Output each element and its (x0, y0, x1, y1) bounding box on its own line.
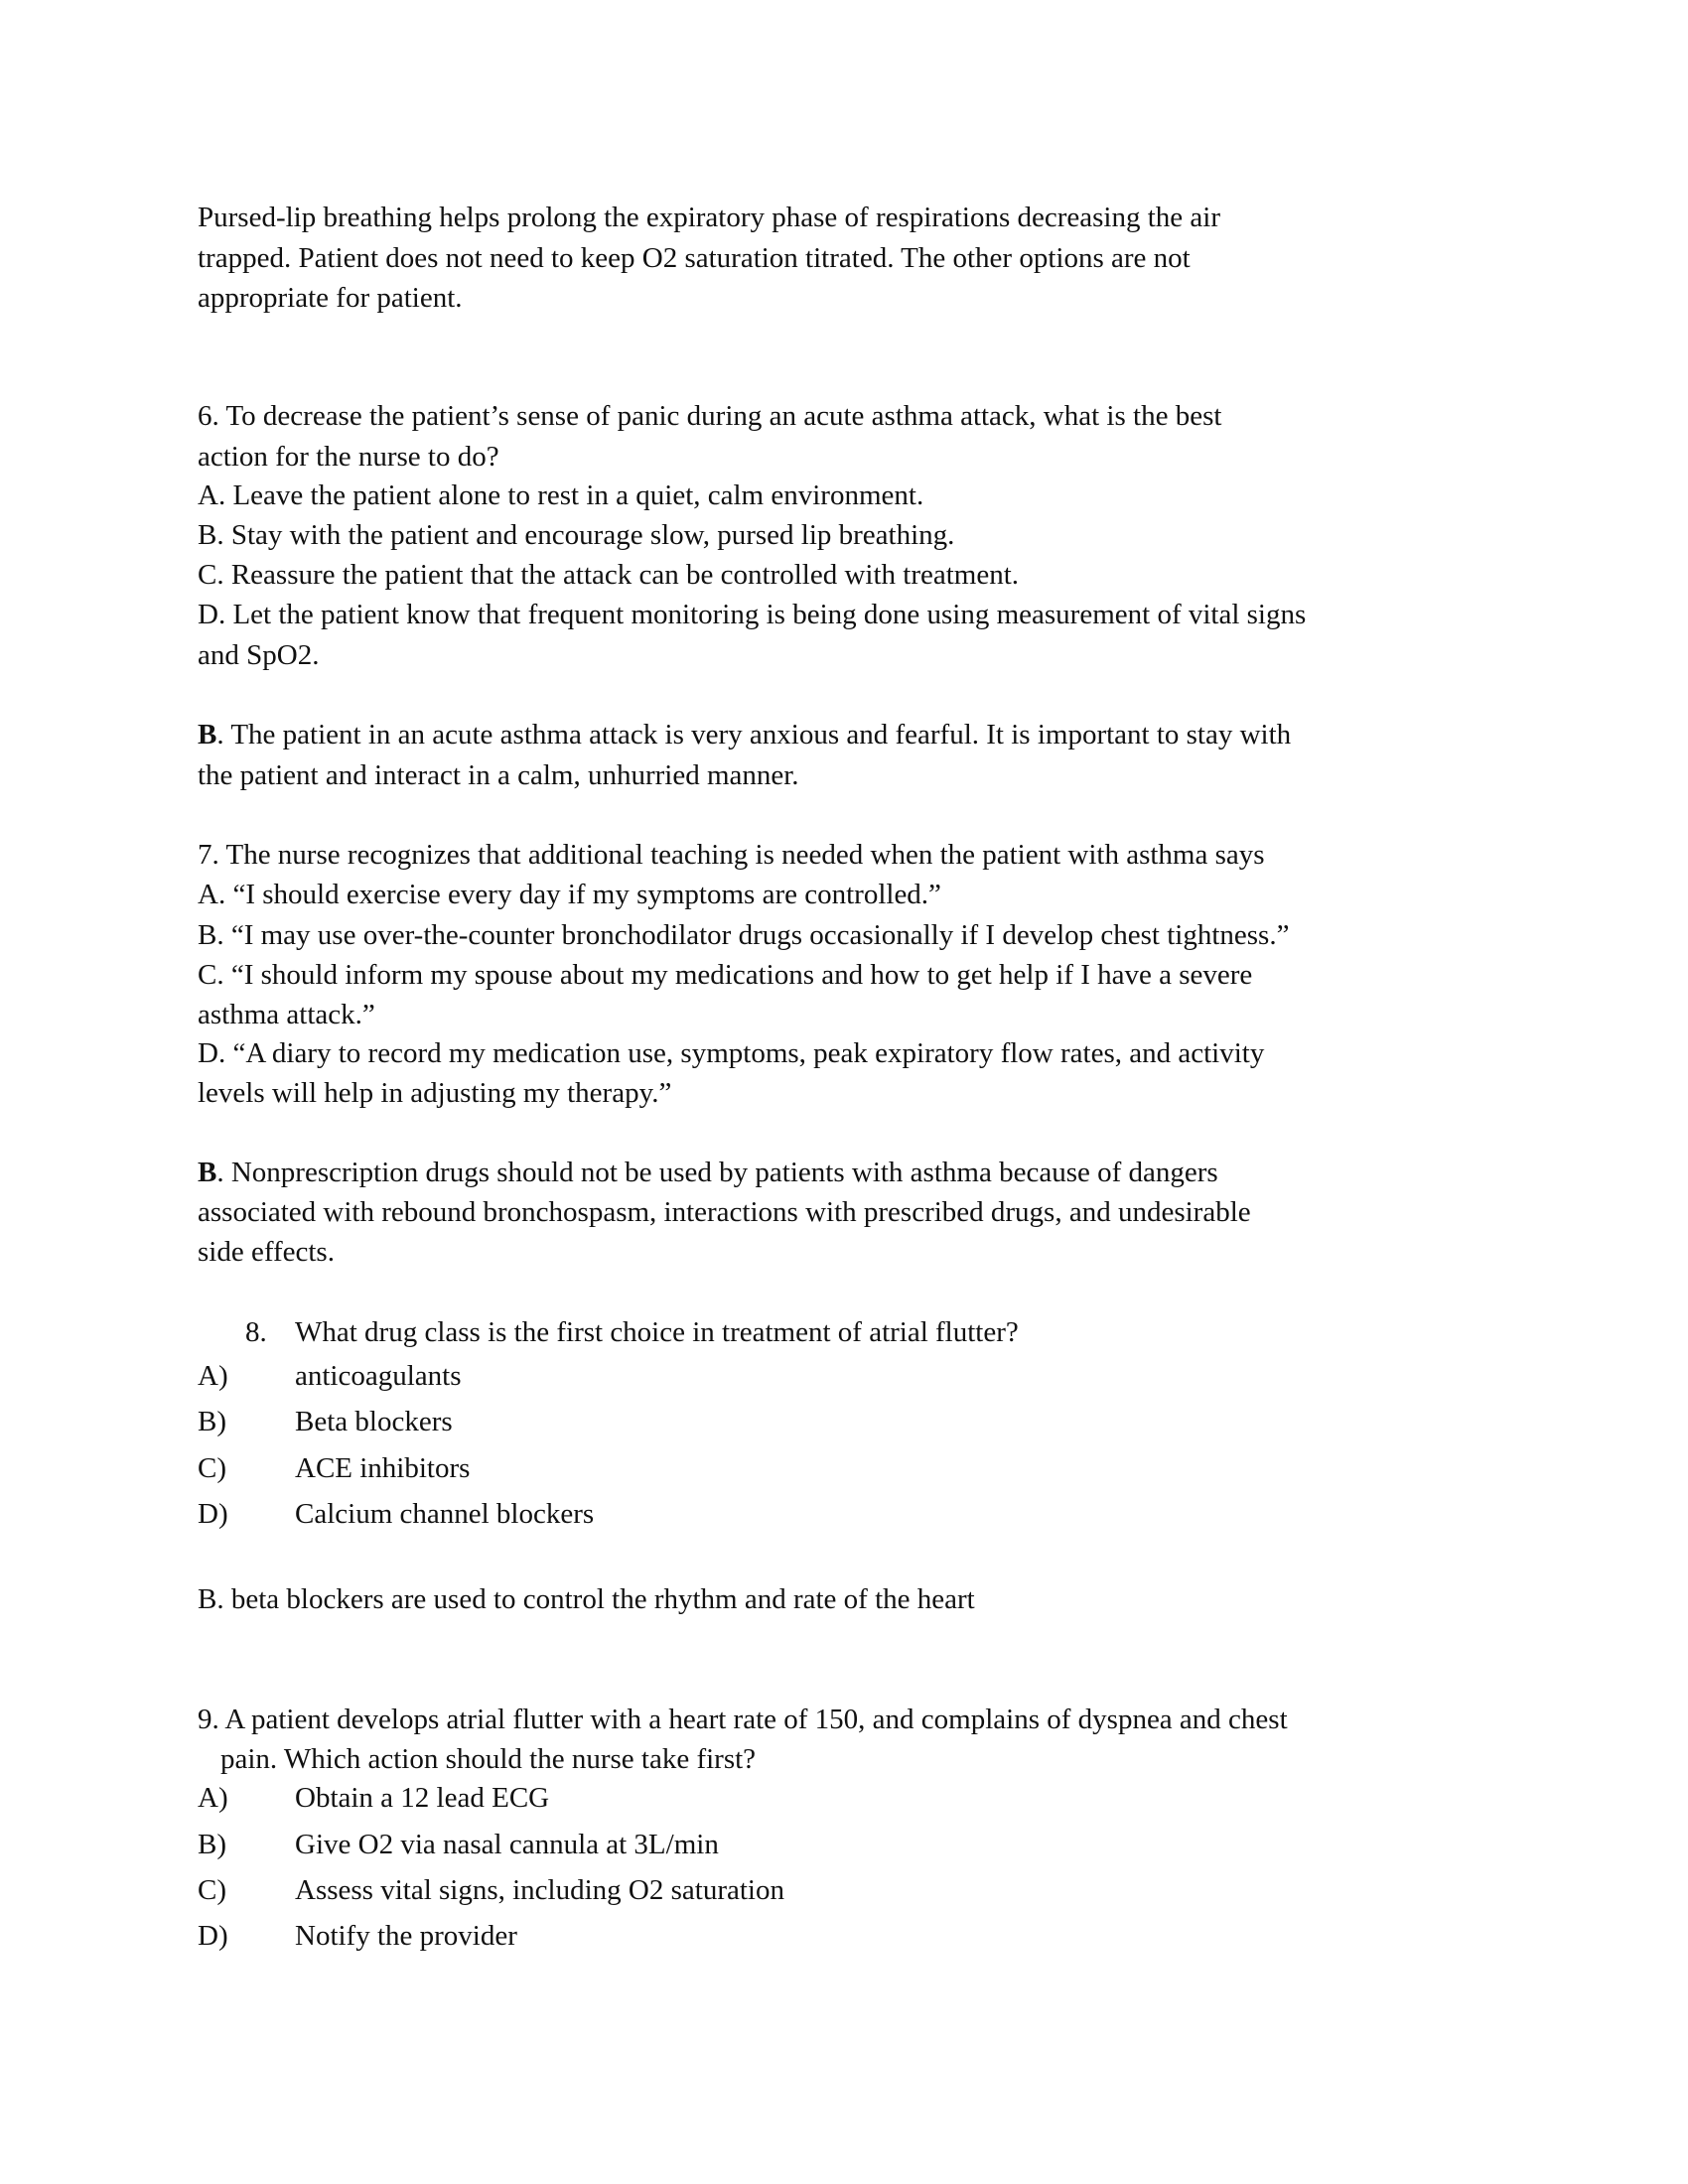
option-a: Obtain a 12 lead ECG (295, 1782, 550, 1814)
option-c: ACE inhibitors (295, 1452, 471, 1484)
option-label: D) (198, 1498, 228, 1530)
option-d: and SpO2. (198, 639, 320, 671)
option-label: A) (198, 1782, 228, 1814)
question-stem: pain. Which action should the nurse take first? (220, 1743, 757, 1775)
option-d: levels will help in adjusting my therapy.” (198, 1077, 672, 1109)
option-label: C) (198, 1452, 226, 1484)
option-b: Give O2 via nasal cannula at 3L/min (295, 1829, 719, 1860)
option-label: A) (198, 1360, 228, 1392)
question-stem: 9. A patient develops atrial flutter with a heart rate of 150, and complains of dyspnea and chest (198, 1704, 1288, 1735)
option-d: Notify the provider (295, 1920, 517, 1952)
answer: B. beta blockers are used to control the rhythm and rate of the heart (198, 1583, 975, 1615)
text-line: appropriate for patient. (198, 282, 463, 314)
question-stem: 7. The nurse recognizes that additional teaching is needed when the patient with asthma says (198, 839, 1265, 871)
option-b: B. “I may use over-the-counter bronchodilator drugs occasionally if I develop chest tightness.” (198, 919, 1290, 951)
answer (198, 1153, 1218, 1192)
answer-letter: B (198, 1157, 217, 1188)
question-stem: action for the nurse to do? (198, 441, 499, 473)
option-a: A. Leave the patient alone to rest in a quiet, calm environment. (198, 479, 924, 511)
option-c: C. “I should inform my spouse about my medications and how to get help if I have a severe (198, 959, 1253, 991)
answer-text: associated with rebound bronchospasm, interactions with prescribed drugs, and undesirable (198, 1196, 1251, 1228)
option-b: Beta blockers (295, 1406, 453, 1437)
option-label: B) (198, 1829, 226, 1860)
option-d: D. “A diary to record my medication use, symptoms, peak expiratory flow rates, and activity (198, 1037, 1265, 1069)
option-label: B) (198, 1406, 226, 1437)
answer-text: . The patient in an acute asthma attack is very anxious and fearful. It is important to stay with (216, 719, 1292, 751)
option-label: C) (198, 1874, 226, 1906)
question-stem: What drug class is the first choice in treatment of atrial flutter? (295, 1316, 1019, 1348)
answer-text: . Nonprescription drugs should not be used by patients with asthma because of dangers (216, 1157, 1218, 1188)
text-line: Pursed-lip breathing helps prolong the expiratory phase of respirations decreasing the air (198, 202, 1220, 233)
answer (198, 715, 1291, 754)
option-d: D. Let the patient know that frequent monitoring is being done using measurement of vital signs (198, 599, 1307, 630)
option-b: B. Stay with the patient and encourage slow, pursed lip breathing. (198, 519, 955, 551)
option-c: asthma attack.” (198, 999, 375, 1030)
option-a: anticoagulants (295, 1360, 462, 1392)
option-d: Calcium channel blockers (295, 1498, 595, 1530)
question-stem: 6. To decrease the patient’s sense of panic during an acute asthma attack, what is the best (198, 400, 1222, 432)
option-a: A. “I should exercise every day if my symptoms are controlled.” (198, 879, 941, 910)
option-c: Assess vital signs, including O2 saturation (295, 1874, 784, 1906)
answer-text: side effects. (198, 1236, 335, 1268)
answer-text: the patient and interact in a calm, unhurried manner. (198, 759, 799, 791)
option-label: D) (198, 1920, 228, 1952)
answer-letter: B (198, 719, 217, 751)
question-number: 8. (245, 1316, 267, 1348)
option-c: C. Reassure the patient that the attack can be controlled with treatment. (198, 559, 1020, 591)
text-line: trapped. Patient does not need to keep O2 saturation titrated. The other options are not (198, 242, 1191, 274)
